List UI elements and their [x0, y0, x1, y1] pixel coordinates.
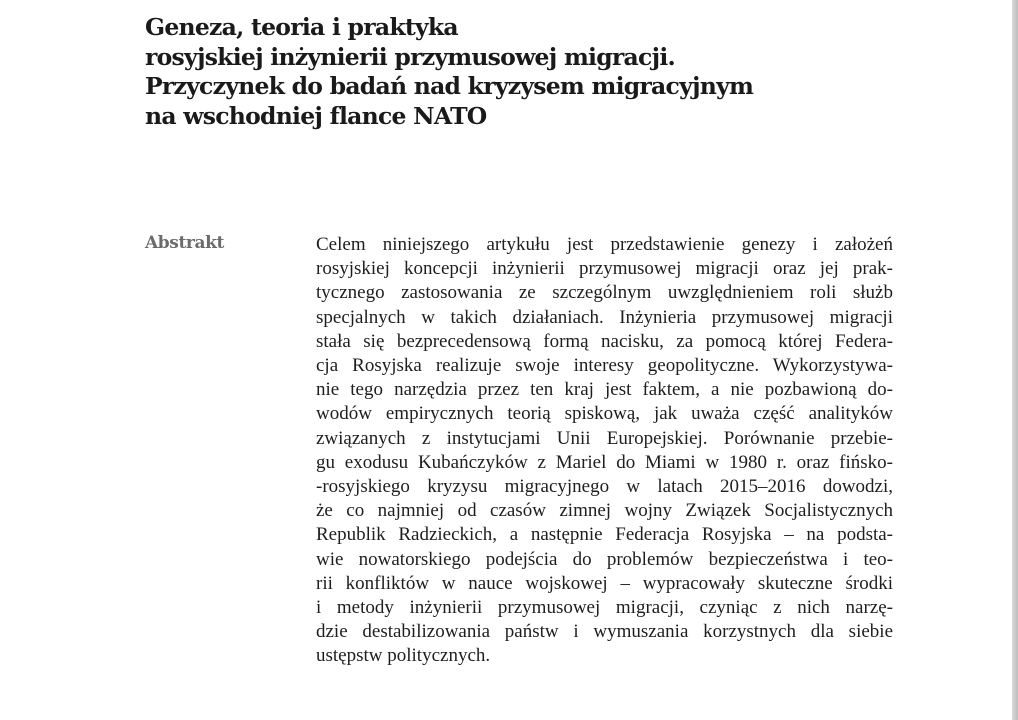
abstract-line: -rosyjskiego kryzysu migracyjnego w latach 2015–2016 dowodzi,: [316, 476, 893, 498]
abstract-line: dzie destabilizowania państw i wymuszania korzystnych dla siebie: [316, 621, 893, 643]
abstract-line: wie nowatorskiego podejścia do problemów bezpieczeństwa i teo-: [316, 548, 893, 570]
abstract-line: specjalnych w takich działaniach. Inżynieria przymusowej migracji: [316, 306, 893, 328]
abstract-line: i metody inżynierii przymusowej migracji, czyniąc z nich narzę-: [316, 597, 893, 619]
abstract-line: stała się bezprecedensową formą nacisku, za pomocą której Federa-: [316, 330, 893, 352]
title-line: Geneza, teoria i praktyka: [145, 13, 458, 41]
abstract-line: że co najmniej od czasów zimnej wojny Związek Socjalistycznych: [316, 500, 893, 522]
abstract-line: nie tego narzędzia przez ten kraj jest faktem, a nie pozbawioną do-: [316, 379, 893, 401]
title-line: rosyjskiej inżynierii przymusowej migracji.: [145, 42, 675, 71]
abstract-line: tycznego zastosowania ze szczególnym uwzględnieniem roli służb: [316, 282, 893, 304]
title-line: Przyczynek do badań nad kryzysem migracyjnym: [145, 72, 754, 100]
abstract-line: Celem niniejszego artykułu jest przedstawienie genezy i założeń: [316, 234, 893, 255]
abstract-line: wodów empirycznych teorią spiskową, jak uważa część analityków: [316, 403, 893, 425]
title-line: na wschodniej flance NATO: [145, 101, 487, 130]
abstract-line: ustępstw politycznych.: [316, 645, 491, 667]
article-title: [145, 13, 965, 131]
abstract-line: cja Rosyjska realizuje swoje interesy geopolityczne. Wykorzystywa-: [316, 355, 893, 377]
abstract-line: gu exodusu Kubańczyków z Mariel do Miami w 1980 r. oraz fińsko-: [316, 451, 893, 473]
abstract-line: rii konfliktów w nauce wojskowej – wypracowały skuteczne środki: [316, 572, 893, 594]
abstract-line: Republik Radzieckich, a następnie Federacja Rosyjska – na podsta-: [316, 524, 893, 546]
abstract-line: rosyjskiej koncepcji inżynierii przymusowej migracji oraz jej prak-: [316, 258, 893, 280]
abstract-line: związanych z instytucjami Unii Europejskiej. Porównanie przebie-: [316, 427, 893, 449]
abstract-text: [316, 233, 893, 669]
page-edge-shadow: [1012, 0, 1018, 720]
abstract-label: Abstrakt: [145, 233, 224, 253]
